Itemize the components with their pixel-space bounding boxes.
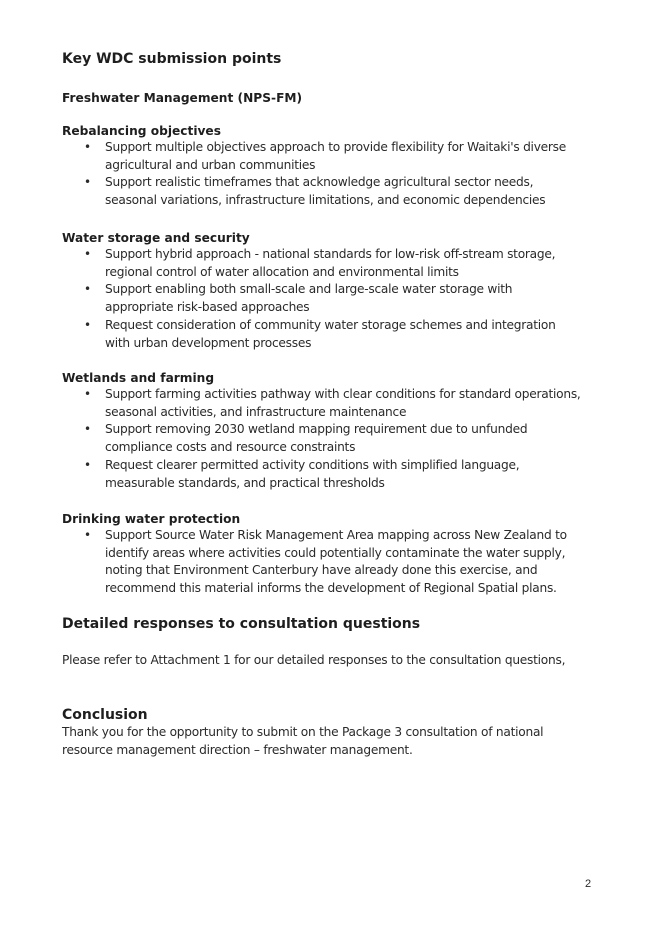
bullet-icon: •: [84, 282, 92, 297]
bullet-list: [62, 246, 556, 352]
bullet-line: regional control of water allocation and environmental limits: [105, 264, 459, 279]
list-item: [62, 386, 581, 421]
bullet-line: Support farming activities pathway with clear conditions for standard operations,: [105, 387, 581, 401]
detailed-heading: Detailed responses to consultation questions: [62, 616, 421, 632]
conclusion-heading: Conclusion: [62, 707, 148, 723]
conclusion-line: resource management direction – freshwater management.: [62, 742, 413, 757]
bullet-line: seasonal activities, and infrastructure maintenance: [105, 404, 407, 419]
section-subtitle: Freshwater Management (NPS-FM): [62, 91, 303, 105]
section-heading: Water storage and security: [62, 231, 250, 245]
bullet-icon: •: [84, 317, 92, 332]
bullet-line: Support realistic timeframes that acknowledge agricultural sector needs,: [105, 175, 534, 190]
bullet-line: Support Source Water Risk Management Area mapping across New Zealand to: [105, 528, 567, 542]
bullet-line: measurable standards, and practical thresholds: [105, 475, 385, 490]
conclusion-line: Thank you for the opportunity to submit on the Package 3 consultation of national: [62, 725, 544, 739]
bullet-line: agricultural and urban communities: [105, 157, 316, 172]
section-heading: Rebalancing objectives: [62, 124, 221, 138]
bullet-icon: •: [84, 422, 92, 437]
bullet-line: noting that Environment Canterbury have already done this exercise, and: [105, 563, 538, 578]
page-number: 2: [585, 878, 592, 890]
list-item: [62, 174, 566, 209]
section-heading: Wetlands and farming: [62, 371, 215, 385]
bullet-icon: •: [84, 247, 92, 261]
list-item: [62, 527, 567, 598]
bullet-line: with urban development processes: [105, 335, 312, 350]
bullet-icon: •: [84, 457, 92, 472]
page-title: Key WDC submission points: [62, 51, 282, 67]
bullet-line: Support removing 2030 wetland mapping requirement due to unfunded: [105, 422, 528, 437]
bullet-icon: •: [84, 528, 92, 542]
list-item: [62, 317, 556, 352]
bullet-line: seasonal variations, infrastructure limitations, and economic dependencies: [105, 193, 546, 208]
bullet-icon: •: [84, 387, 92, 401]
list-item: [62, 457, 581, 492]
bullet-line: Support hybrid approach - national standards for low-risk off-stream storage,: [105, 247, 556, 261]
bullet-list: [62, 527, 567, 598]
list-item: [62, 139, 566, 174]
bullet-icon: •: [84, 175, 92, 190]
section-heading: Drinking water protection: [62, 512, 241, 526]
bullet-line: Request clearer permitted activity conditions with simplified language,: [105, 457, 520, 472]
bullet-line: recommend this material informs the development of Regional Spatial plans.: [105, 581, 557, 596]
bullet-icon: •: [84, 140, 92, 154]
conclusion-text: [62, 724, 543, 759]
bullet-list: [62, 386, 581, 492]
bullet-line: appropriate risk-based approaches: [105, 300, 310, 315]
bullet-line: identify areas where activities could potentially contaminate the water supply,: [105, 545, 566, 560]
bullet-line: compliance costs and resource constraints: [105, 440, 356, 455]
bullet-line: Support enabling both small-scale and large-scale water storage with: [105, 282, 513, 297]
list-item: [62, 421, 581, 456]
detailed-text: Please refer to Attachment 1 for our detailed responses to the consultation questions,: [62, 653, 566, 667]
bullet-line: Request consideration of community water storage schemes and integration: [105, 317, 556, 332]
list-item: [62, 281, 556, 316]
list-item: [62, 246, 556, 281]
bullet-list: [62, 139, 566, 210]
bullet-line: Support multiple objectives approach to provide flexibility for Waitaki's diverse: [105, 140, 567, 154]
